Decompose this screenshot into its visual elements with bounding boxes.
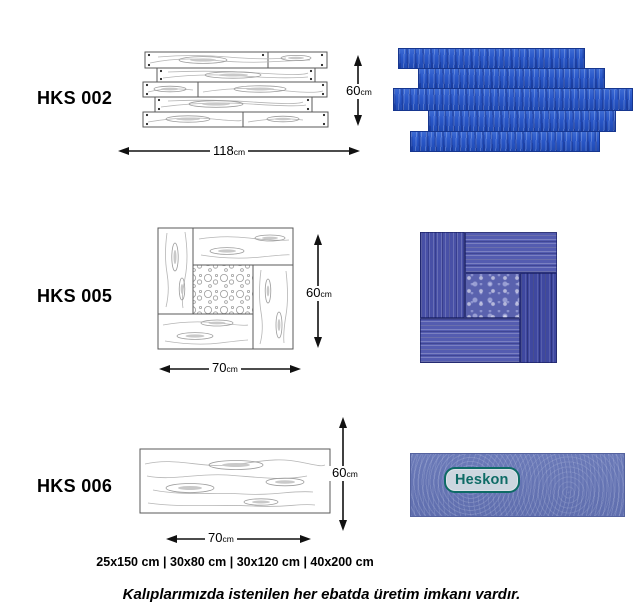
product-code-hks-002: HKS 002 xyxy=(37,88,113,108)
drawing-plank xyxy=(155,97,312,112)
photo-plank xyxy=(410,131,600,152)
product-code-hks-006: HKS 006 xyxy=(37,476,113,496)
photo-wood-tile xyxy=(520,273,557,363)
photo-plank xyxy=(393,88,633,111)
photo-wood-tile xyxy=(420,232,465,318)
drawing-pebble-section xyxy=(193,265,253,314)
production-note: Kalıplarımızda istenilen her ebatda üretim imkanı vardır. xyxy=(122,586,521,603)
technical-drawing-hks-002 xyxy=(118,42,380,164)
photo-plank xyxy=(398,48,585,69)
width-dimension-label: 70cm xyxy=(209,361,241,376)
product-photo-hks-002 xyxy=(393,46,636,154)
drawing-plank xyxy=(143,112,328,127)
product-photo-hks-005 xyxy=(420,232,557,363)
height-dimension-label: 60cm xyxy=(329,466,361,481)
product-code-hks-005: HKS 005 xyxy=(37,286,113,306)
photo-plank xyxy=(428,110,616,132)
drawing-tile-outline xyxy=(158,228,293,349)
technical-drawing-hks-005 xyxy=(155,225,327,377)
technical-drawing-hks-006 xyxy=(133,412,351,552)
width-dimension-label: 118cm xyxy=(210,144,248,159)
drawing-wood-slab xyxy=(140,449,330,513)
photo-wood-tile xyxy=(465,232,557,273)
photo-plank xyxy=(418,68,605,89)
drawing-plank xyxy=(145,52,327,68)
photo-pebble-tile xyxy=(465,273,520,318)
photo-wood-tile xyxy=(420,318,520,363)
height-dimension-label: 60cm xyxy=(303,286,335,301)
width-dimension-label: 70cm xyxy=(205,531,237,546)
available-sizes-list: 25x150 cm | 30x80 cm | 30x120 cm | 40x200 cm xyxy=(96,555,374,569)
width-dimension-arrow xyxy=(166,535,311,543)
drawing-plank xyxy=(143,82,327,97)
drawing-plank xyxy=(157,68,315,82)
product-photo-hks-006 xyxy=(410,453,625,517)
heskon-logo: Heskon xyxy=(444,467,520,493)
height-dimension-label: 60cm xyxy=(343,84,375,99)
